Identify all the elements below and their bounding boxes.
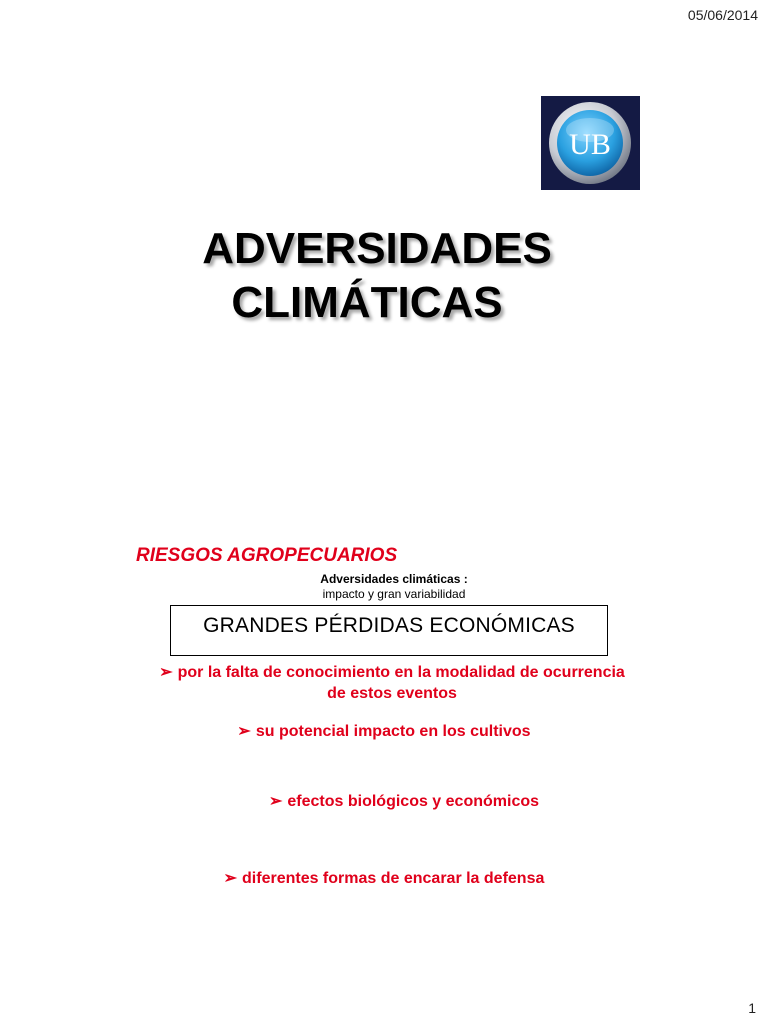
title-line-1: ADVERSIDADES bbox=[202, 224, 552, 273]
page-number: 1 bbox=[748, 1000, 756, 1016]
logo-text: UB bbox=[569, 128, 611, 161]
bullet-item bbox=[0, 721, 768, 742]
ub-logo-icon bbox=[541, 96, 640, 190]
bullet-text-continued: de estos eventos bbox=[327, 685, 457, 702]
bullet-text: efectos biológicos y económicos bbox=[287, 793, 540, 810]
arrow-bullet-icon: ➢ bbox=[223, 870, 238, 887]
subtitle-bold: Adversidades climáticas : bbox=[320, 572, 468, 586]
arrow-bullet-icon: ➢ bbox=[268, 793, 283, 810]
ub-logo bbox=[541, 96, 640, 190]
arrow-bullet-icon: ➢ bbox=[237, 723, 251, 740]
boxed-statement bbox=[170, 605, 608, 656]
section-heading: RIESGOS AGROPECUARIOS bbox=[136, 545, 398, 566]
title-line-2: CLIMÁTICAS bbox=[231, 278, 503, 327]
slide-date: 05/06/2014 bbox=[687, 7, 758, 23]
boxed-statement-text: GRANDES PÉRDIDAS ECONÓMICAS bbox=[203, 614, 575, 637]
arrow-bullet-icon: ➢ bbox=[159, 664, 173, 681]
bullet-text: su potencial impacto en los cultivos bbox=[255, 723, 531, 740]
bullet-text: por la falta de conocimiento en la modalidad de ocurrencia bbox=[177, 664, 625, 681]
slide-title bbox=[0, 222, 768, 330]
bullet-item bbox=[8, 662, 768, 704]
bullet-text: diferentes formas de encarar la defensa bbox=[242, 870, 545, 887]
bullet-item bbox=[0, 868, 768, 889]
subtitle-normal: impacto y gran variabilidad bbox=[322, 587, 466, 601]
bullet-item bbox=[20, 791, 768, 812]
